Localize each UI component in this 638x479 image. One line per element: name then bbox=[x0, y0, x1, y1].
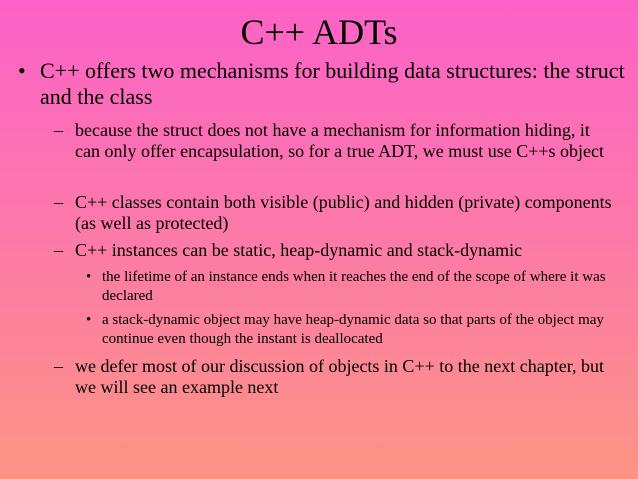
list-item bbox=[0, 268, 638, 308]
item-text: a stack-dynamic object may have heap-dynamic data so that parts of the object may continue even though the instant is deallocated bbox=[102, 312, 604, 347]
bullet-marker: – bbox=[54, 120, 63, 140]
bullet-marker: – bbox=[54, 356, 63, 376]
list-item bbox=[0, 192, 638, 236]
list-item bbox=[0, 311, 638, 351]
bullet-marker: – bbox=[54, 240, 63, 260]
list-item bbox=[0, 120, 638, 184]
item-text: C++ classes contain both visible (public) and hidden (private) components (as well as protected) bbox=[75, 192, 612, 233]
bullet-marker: • bbox=[18, 58, 26, 83]
item-text: because the struct does not have a mechanism for information hiding, it can only offer encapsulation, so for a true ADT, we must use C++s object bbox=[75, 120, 605, 161]
item-text: the lifetime of an instance ends when it reaches the end of the scope of where it was declared bbox=[102, 269, 606, 304]
list-item bbox=[0, 58, 638, 114]
list-item bbox=[0, 356, 638, 400]
bullet-marker: • bbox=[86, 269, 92, 285]
bullet-marker: • bbox=[86, 312, 92, 328]
item-text: C++ offers two mechanisms for building data structures: the struct and the class bbox=[40, 58, 625, 109]
item-text: we defer most of our discussion of objects in C++ to the next chapter, but we will see an example next bbox=[75, 356, 604, 397]
slide-title: C++ ADTs bbox=[240, 12, 398, 52]
item-text: C++ instances can be static, heap-dynamic and stack-dynamic bbox=[75, 240, 523, 260]
bullet-marker: – bbox=[54, 192, 63, 212]
list-item bbox=[0, 240, 638, 264]
